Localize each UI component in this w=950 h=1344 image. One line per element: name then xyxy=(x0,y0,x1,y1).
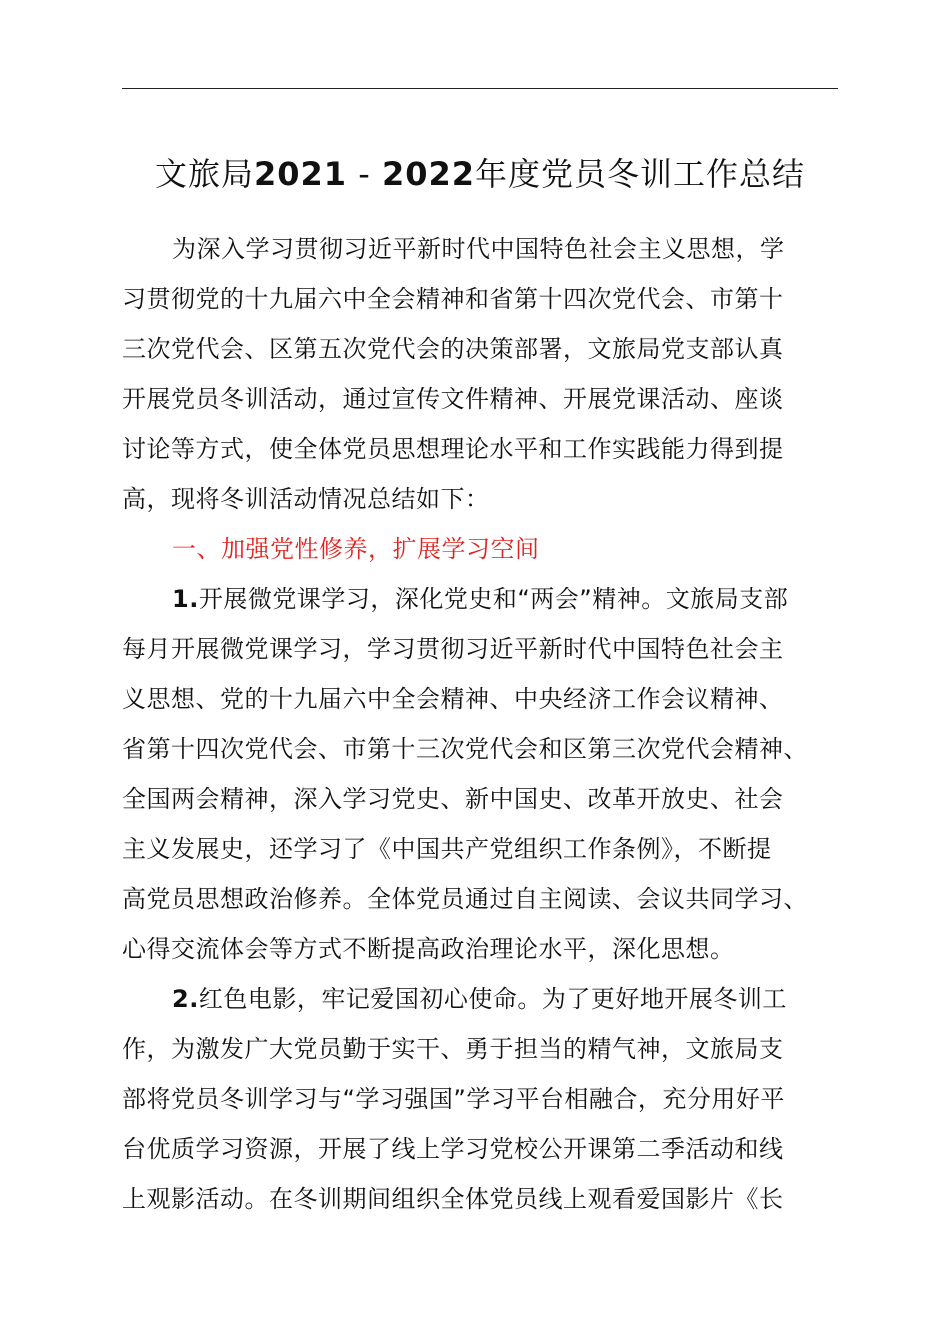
item-2-line: 台优质学习资源，开展了线上学习党校公开课第二季活动和线 xyxy=(122,1135,784,1163)
item-2-first-line xyxy=(122,974,852,1024)
title-year-start: 2021 xyxy=(253,155,348,193)
item-2-number: 2. xyxy=(172,985,199,1013)
item-1-line: 主义发展史，还学习了《中国共产党组织工作条例》，不断提 xyxy=(122,835,772,863)
item-1-line: 高党员思想政治修养。全体党员通过自主阅读、会议共同学习、 xyxy=(122,885,808,913)
title-suffix: 年度党员冬训工作总结 xyxy=(475,155,806,193)
section-heading xyxy=(122,524,852,574)
intro-line: 高，现将冬训活动情况总结如下： xyxy=(122,485,490,513)
item-1-paragraph xyxy=(122,574,852,974)
item-1-first-line xyxy=(122,574,852,624)
item-1-line: 省第十四次党代会、市第十三次党代会和区第三次党代会精神、 xyxy=(122,735,808,763)
intro-line: 为深入学习贯彻习近平新时代中国特色社会主义思想，学 xyxy=(172,235,785,263)
item-1-lead: 开展微党课学习，深化党史和“两会”精神。 xyxy=(198,585,666,613)
item-1-first-line-rest: 文旅局支部 xyxy=(665,585,789,613)
item-2-line: 作，为激发广大党员勤于实干、勇于担当的精气神，文旅局支 xyxy=(122,1035,784,1063)
intro-line: 开展党员冬训活动，通过宣传文件精神、开展党课活动、座谈 xyxy=(122,385,784,413)
title-year-end: 2022 xyxy=(381,155,475,193)
intro-line: 三次党代会、区第五次党代会的决策部署，文旅局党支部认真 xyxy=(122,335,784,363)
item-1-line: 义思想、党的十九届六中全会精神、中央经济工作会议精神、 xyxy=(122,685,784,713)
item-2-first-line-rest: 为了更好地开展冬训工 xyxy=(541,985,787,1013)
title-separator: - xyxy=(358,155,371,193)
item-1-line: 每月开展微党课学习，学习贯彻习近平新时代中国特色社会主 xyxy=(122,635,784,663)
section-1-heading: 一、加强党性修养，扩展学习空间 xyxy=(172,535,540,563)
item-2-line: 上观影活动。在冬训期间组织全体党员线上观看爱国影片《长 xyxy=(122,1185,784,1213)
item-2-line: 部将党员冬训学习与“学习强国”学习平台相融合，充分用好平 xyxy=(122,1085,785,1113)
title-prefix: 文旅局 xyxy=(154,155,254,193)
document-body xyxy=(122,224,852,1224)
item-1-line: 全国两会精神，深入学习党史、新中国史、改革开放史、社会 xyxy=(122,785,784,813)
intro-line: 讨论等方式，使全体党员思想理论水平和工作实践能力得到提 xyxy=(122,435,784,463)
page-title xyxy=(90,150,870,198)
intro-line: 习贯彻党的十九届六中全会精神和省第十四次党代会、市第十 xyxy=(122,285,784,313)
item-2-paragraph xyxy=(122,974,852,1224)
header-rule xyxy=(122,88,838,89)
intro-paragraph xyxy=(122,224,852,524)
item-2-lead: 红色电影，牢记爱国初心使命。 xyxy=(198,985,542,1013)
item-1-number: 1. xyxy=(172,585,199,613)
item-1-line: 心得交流体会等方式不断提高政治理论水平，深化思想。 xyxy=(122,935,735,963)
